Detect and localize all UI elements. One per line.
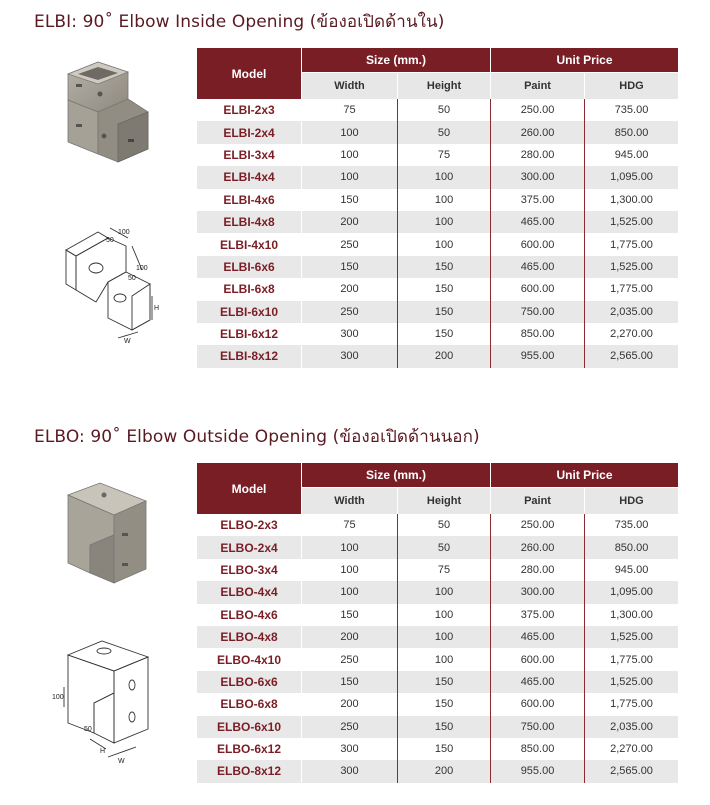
paint-price-cell: 955.00 [491,345,585,367]
table-row [197,738,678,760]
hdg-price-cell: 1,095.00 [585,166,678,188]
paint-price-cell: 375.00 [491,604,585,626]
paint-price-cell: 375.00 [491,189,585,211]
model-cell: ELBI-2x3 [197,99,302,121]
hdg-price-cell: 2,270.00 [585,323,678,345]
height-cell: 50 [398,536,491,558]
hdg-price-cell: 1,095.00 [585,581,678,603]
drawing-label: 100 [118,229,130,236]
drawing-label: W [124,338,131,345]
width-header: Width [302,487,398,514]
height-cell: 150 [398,323,491,345]
height-cell: 75 [398,559,491,581]
paint-price-cell: 750.00 [491,716,585,738]
hdg-price-cell: 850.00 [585,536,678,558]
table-row [197,604,678,626]
paint-price-cell: 750.00 [491,301,585,323]
hdg-price-cell: 2,270.00 [585,738,678,760]
model-cell: ELBI-8x12 [197,345,302,367]
elbi-technical-drawing [48,210,168,350]
table-row [197,671,678,693]
hdg-price-cell: 1,300.00 [585,604,678,626]
width-cell: 200 [302,693,398,715]
width-cell: 200 [302,211,398,233]
drawing-label: 100 [52,694,64,701]
elbi-price-table [197,48,678,368]
width-cell: 300 [302,738,398,760]
height-cell: 100 [398,604,491,626]
hdg-price-cell: 1,525.00 [585,211,678,233]
height-header: Height [398,487,491,514]
drawing-label: H [100,748,106,755]
paint-header: Paint [491,72,585,99]
table-row [197,99,678,121]
table-row [197,559,678,581]
width-cell: 150 [302,189,398,211]
model-cell: ELBI-6x10 [197,301,302,323]
paint-price-cell: 465.00 [491,671,585,693]
width-cell: 150 [302,671,398,693]
table-row [197,345,678,367]
section-title: ELBO: 90˚ Elbow Outside Opening (ข้องอเปิดด้านนอก) [34,427,480,447]
width-cell: 250 [302,301,398,323]
paint-header: Paint [491,487,585,514]
width-cell: 200 [302,626,398,648]
width-cell: 150 [302,604,398,626]
width-cell: 75 [302,99,398,121]
table-row [197,278,678,300]
hdg-price-cell: 850.00 [585,121,678,143]
width-cell: 75 [302,514,398,536]
model-cell: ELBI-3x4 [197,144,302,166]
table-row [197,693,678,715]
size-header: Size (mm.) [302,48,491,72]
paint-price-cell: 250.00 [491,99,585,121]
height-cell: 50 [398,514,491,536]
hdg-price-cell: 945.00 [585,144,678,166]
height-cell: 200 [398,345,491,367]
hdg-price-cell: 735.00 [585,514,678,536]
paint-price-cell: 465.00 [491,211,585,233]
model-cell: ELBO-2x4 [197,536,302,558]
unit-price-header: Unit Price [491,48,678,72]
unit-price-header: Unit Price [491,463,678,487]
paint-price-cell: 600.00 [491,233,585,255]
drawing-label: W [118,758,125,765]
hdg-price-cell: 1,525.00 [585,626,678,648]
paint-price-cell: 850.00 [491,738,585,760]
width-cell: 100 [302,559,398,581]
model-cell: ELBI-4x4 [197,166,302,188]
drawing-label: H [154,305,160,312]
table-row [197,716,678,738]
elbo-table-body [197,514,678,783]
table-row [197,121,678,143]
height-cell: 100 [398,581,491,603]
height-cell: 150 [398,278,491,300]
model-cell: ELBI-6x8 [197,278,302,300]
paint-price-cell: 260.00 [491,536,585,558]
hdg-price-cell: 1,775.00 [585,693,678,715]
hdg-price-cell: 1,300.00 [585,189,678,211]
table-row [197,514,678,536]
model-header: Model [197,463,302,514]
paint-price-cell: 955.00 [491,760,585,782]
model-cell: ELBO-6x6 [197,671,302,693]
elbi-table-body [197,99,678,368]
table-row [197,323,678,345]
paint-price-cell: 250.00 [491,514,585,536]
drawing-label: 50 [106,237,114,244]
model-cell: ELBO-4x10 [197,648,302,670]
width-cell: 250 [302,648,398,670]
model-cell: ELBO-2x3 [197,514,302,536]
hdg-price-cell: 2,565.00 [585,760,678,782]
table-row [197,536,678,558]
width-cell: 100 [302,166,398,188]
model-cell: ELBO-6x12 [197,738,302,760]
height-cell: 50 [398,99,491,121]
width-cell: 300 [302,323,398,345]
paint-price-cell: 465.00 [491,256,585,278]
width-cell: 100 [302,581,398,603]
model-cell: ELBI-6x12 [197,323,302,345]
width-cell: 100 [302,121,398,143]
height-cell: 75 [398,144,491,166]
hdg-price-cell: 945.00 [585,559,678,581]
hdg-price-cell: 735.00 [585,99,678,121]
hdg-price-cell: 2,565.00 [585,345,678,367]
hdg-header: HDG [585,72,678,99]
width-cell: 100 [302,536,398,558]
height-cell: 50 [398,121,491,143]
height-cell: 200 [398,760,491,782]
model-cell: ELBO-4x6 [197,604,302,626]
height-cell: 100 [398,626,491,648]
hdg-price-cell: 1,775.00 [585,233,678,255]
table-row [197,648,678,670]
table-row [197,189,678,211]
hdg-price-cell: 1,525.00 [585,256,678,278]
model-cell: ELBO-4x4 [197,581,302,603]
width-cell: 150 [302,256,398,278]
hdg-header: HDG [585,487,678,514]
width-header: Width [302,72,398,99]
height-header: Height [398,72,491,99]
paint-price-cell: 300.00 [491,581,585,603]
elbo-price-table [197,463,678,783]
height-cell: 100 [398,166,491,188]
hdg-price-cell: 2,035.00 [585,716,678,738]
width-cell: 200 [302,278,398,300]
table-row [197,760,678,782]
paint-price-cell: 600.00 [491,693,585,715]
table-row [197,626,678,648]
height-cell: 150 [398,671,491,693]
height-cell: 100 [398,233,491,255]
width-cell: 300 [302,345,398,367]
model-cell: ELBI-4x6 [197,189,302,211]
model-header: Model [197,48,302,99]
model-cell: ELBO-8x12 [197,760,302,782]
height-cell: 150 [398,301,491,323]
model-cell: ELBI-6x6 [197,256,302,278]
drawing-label: 50 [84,726,92,733]
elbo-technical-drawing [46,627,166,767]
paint-price-cell: 850.00 [491,323,585,345]
table-row [197,256,678,278]
table-row [197,233,678,255]
hdg-price-cell: 2,035.00 [585,301,678,323]
height-cell: 150 [398,716,491,738]
model-cell: ELBO-6x8 [197,693,302,715]
hdg-price-cell: 1,525.00 [585,671,678,693]
section-title: ELBI: 90˚ Elbow Inside Opening (ข้องอเปิดด้านใน) [34,12,445,32]
height-cell: 150 [398,693,491,715]
height-cell: 100 [398,189,491,211]
height-cell: 100 [398,211,491,233]
width-cell: 300 [302,760,398,782]
table-row [197,144,678,166]
elbi-product-photo [38,54,160,172]
model-cell: ELBI-4x8 [197,211,302,233]
table-row [197,211,678,233]
width-cell: 250 [302,233,398,255]
paint-price-cell: 260.00 [491,121,585,143]
height-cell: 150 [398,256,491,278]
hdg-price-cell: 1,775.00 [585,278,678,300]
size-header: Size (mm.) [302,463,491,487]
width-cell: 100 [302,144,398,166]
model-cell: ELBO-6x10 [197,716,302,738]
paint-price-cell: 465.00 [491,626,585,648]
model-cell: ELBI-4x10 [197,233,302,255]
drawing-label: 50 [128,275,136,282]
model-cell: ELBI-2x4 [197,121,302,143]
paint-price-cell: 300.00 [491,166,585,188]
elbo-product-photo [38,473,160,591]
drawing-label: 100 [136,265,148,272]
paint-price-cell: 600.00 [491,648,585,670]
paint-price-cell: 600.00 [491,278,585,300]
model-cell: ELBO-4x8 [197,626,302,648]
table-row [197,166,678,188]
table-row [197,301,678,323]
height-cell: 150 [398,738,491,760]
height-cell: 100 [398,648,491,670]
paint-price-cell: 280.00 [491,144,585,166]
hdg-price-cell: 1,775.00 [585,648,678,670]
table-row [197,581,678,603]
paint-price-cell: 280.00 [491,559,585,581]
model-cell: ELBO-3x4 [197,559,302,581]
width-cell: 250 [302,716,398,738]
